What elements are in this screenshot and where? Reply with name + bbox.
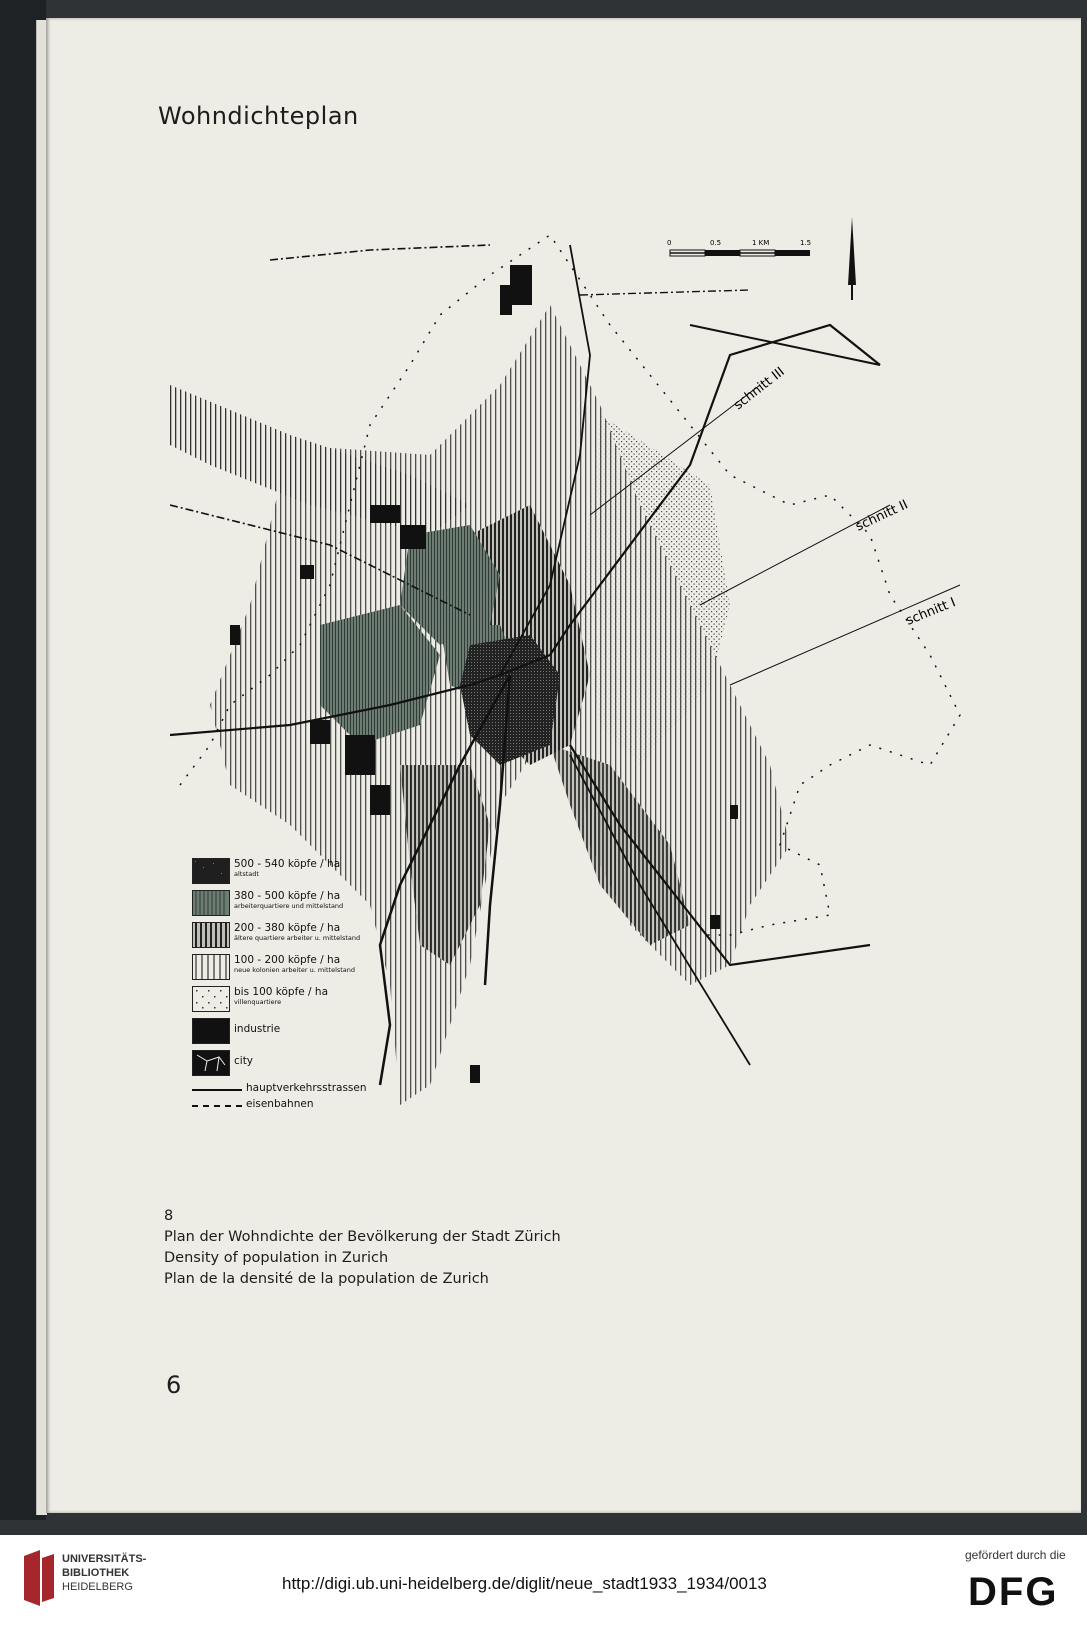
caption-german: Plan der Wohndichte der Bevölkerung der Stadt Zürich: [164, 1229, 561, 1245]
legend-swatch-dots: [192, 986, 230, 1012]
svg-text:0.5: 0.5: [710, 239, 722, 247]
section-label-1: schnitt I: [903, 595, 958, 629]
figure-caption: [164, 1206, 561, 1290]
legend-swatch-city: [192, 1050, 230, 1076]
legend-item: industrie: [192, 1018, 372, 1048]
caption-french: Plan de la densité de la population de Zurich: [164, 1271, 489, 1287]
legend-item: 380 - 500 köpfe / ha arbeiterquartiere und mittelstand: [192, 890, 372, 920]
svg-text:0: 0: [667, 239, 672, 247]
legend-item: 500 - 540 köpfe / ha altstadt: [192, 858, 372, 888]
figure-number: 8: [164, 1208, 174, 1224]
section-label-3: schnitt III: [731, 364, 788, 414]
legend-swatch-light-hatch: [192, 954, 230, 980]
scale-bar: [667, 239, 811, 256]
legend-swatch-dense: [192, 858, 230, 884]
caption-english: Density of population in Zurich: [164, 1250, 389, 1266]
page-number: 6: [166, 1371, 182, 1399]
section-label-2: schnitt II: [853, 497, 911, 535]
library-name[interactable]: UNIVERSITÄTS- BIBLIOTHEK HEIDELBERG: [62, 1553, 147, 1593]
legend-item: bis 100 köpfe / ha villenquartiere: [192, 986, 372, 1016]
map-legend: [192, 858, 372, 1114]
north-arrow-icon: [848, 217, 856, 300]
dfg-logo[interactable]: DFG: [968, 1570, 1059, 1614]
permalink-url[interactable]: http://digi.ub.uni-heidelberg.de/diglit/neue_stadt1933_1934/0013: [282, 1574, 767, 1593]
svg-text:1 KM: 1 KM: [752, 239, 770, 247]
legend-line-roads: hauptverkehrsstrassen: [192, 1082, 372, 1098]
page-title: Wohndichteplan: [158, 102, 359, 130]
legend-item: city: [192, 1050, 372, 1080]
legend-swatch-industry: [192, 1018, 230, 1044]
university-library-logo-icon[interactable]: [22, 1548, 56, 1610]
legend-swatch-heavy-hatch: [192, 922, 230, 948]
svg-text:1.5: 1.5: [800, 239, 812, 247]
legend-item: 200 - 380 köpfe / ha ältere quartiere arbeiter u. mittelstand: [192, 922, 372, 952]
legend-swatch-fine-hatch: [192, 890, 230, 916]
funder-note: gefördert durch die: [965, 1548, 1066, 1562]
legend-line-railways: eisenbahnen: [192, 1098, 372, 1114]
legend-item: 100 - 200 köpfe / ha neue kolonien arbeiter u. mittelstand: [192, 954, 372, 984]
